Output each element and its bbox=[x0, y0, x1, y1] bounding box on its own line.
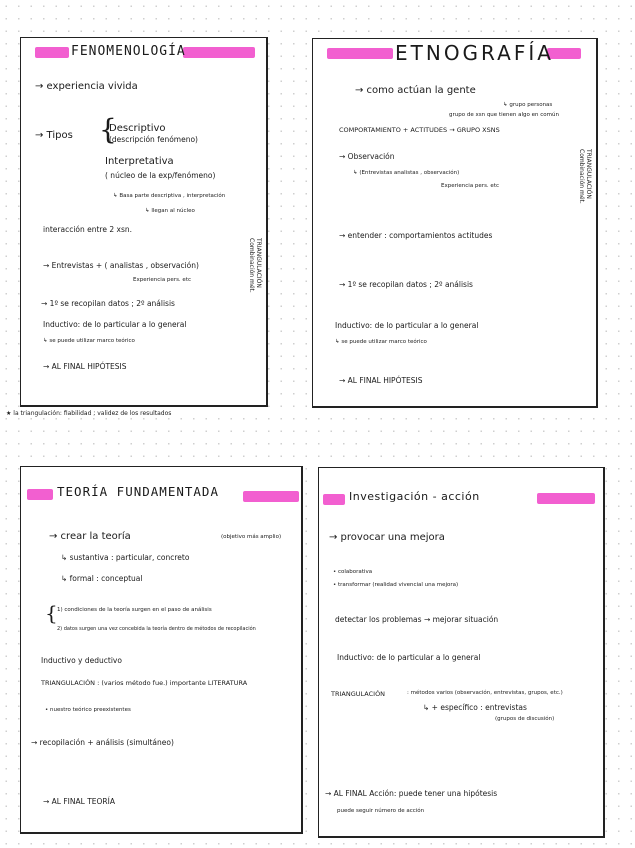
formal-line: ↳ formal : conceptual bbox=[61, 574, 143, 583]
triangulacion-side-note: TRIANGULACIÓN Combinación mét. bbox=[248, 238, 262, 293]
colaborativa-item: • colaborativa bbox=[333, 569, 373, 575]
entender-line: → entender : comportamientos actitudes bbox=[339, 231, 493, 240]
card-title: ETNOGRAFÍA bbox=[395, 41, 554, 65]
teorico-line: ↳ se puede utilizar marco teórico bbox=[43, 338, 135, 344]
footnote: ★ la triangulación: fiabilidad ; validez de los resultados bbox=[6, 410, 172, 417]
recopilacion-line: → recopilación + análisis (simultáneo) bbox=[31, 738, 174, 747]
interaccion-line: interacción entre 2 xsn. bbox=[43, 225, 132, 234]
condiciones-brace: { bbox=[45, 601, 58, 625]
inductivo-line: Inductivo: de lo particular a lo general bbox=[43, 320, 187, 329]
grupo-algo-note: grupo de xsn que tienen algo en común bbox=[449, 112, 559, 118]
al-final-line: → AL FINAL HIPÓTESIS bbox=[43, 362, 127, 371]
title-highlight-left bbox=[35, 47, 69, 58]
title-highlight-left bbox=[27, 489, 53, 500]
comportamiento-line: COMPORTAMIENTO + ACTITUDES → GRUPO XSNS bbox=[339, 126, 500, 134]
title-highlight-right bbox=[537, 493, 595, 504]
especifico-line: ↳ + específico : entrevistas bbox=[423, 703, 527, 712]
transformar-item: • transformar (realidad vivencial una mejora) bbox=[333, 582, 459, 588]
card-investigacion-accion bbox=[318, 467, 605, 838]
experiencia-line: → experiencia vivida bbox=[35, 81, 138, 92]
triangulacion-side-note: TRIANGULACIÓN Combinación mét. bbox=[578, 149, 592, 204]
nucleo-note: ( núcleo de la exp/fenómeno) bbox=[105, 171, 216, 180]
sustantiva-line: ↳ sustantiva : particular, concreto bbox=[61, 553, 190, 562]
interpretativa-label: Interpretativa bbox=[105, 156, 174, 167]
experiencia-pers-note: Experiencia pers. etc bbox=[441, 183, 499, 189]
tipos-brace: { bbox=[99, 113, 117, 146]
como-actuan-line: → como actúan la gente bbox=[355, 85, 476, 96]
card-title: Investigación - acción bbox=[349, 490, 480, 503]
inductivo-line: Inductivo: de lo particular a lo general bbox=[335, 321, 479, 330]
triangulacion-label: TRIANGULACIÓN bbox=[331, 690, 386, 698]
al-final-line: → AL FINAL HIPÓTESIS bbox=[339, 376, 423, 385]
al-final-line: → AL FINAL TEORÍA bbox=[43, 797, 115, 806]
llegan-note: ↳ llegan al núcleo bbox=[145, 208, 195, 214]
title-highlight-right bbox=[243, 491, 299, 502]
inductivo-line: Inductivo y deductivo bbox=[41, 656, 122, 665]
detectar-line: detectar los problemas → mejorar situación bbox=[335, 615, 499, 624]
title-highlight-right bbox=[183, 47, 255, 58]
card-title: FENOMENOLOGÍA bbox=[71, 44, 186, 59]
experiencia-pers-note: Experiencia pers. etc bbox=[133, 277, 191, 283]
condiciones-1: 1) condiciones de la teoría surgen en el paso de análisis bbox=[57, 607, 212, 613]
entrevistas-line: ↳ (Entrevistas analistas , observación) bbox=[353, 170, 460, 176]
card-teoria-fundamentada bbox=[20, 466, 303, 834]
descripcion-note: (descripción fenómeno) bbox=[109, 135, 198, 144]
grupo-personas-note: ↳ grupo personas bbox=[503, 102, 553, 108]
card-title: TEORÍA FUNDAMENTADA bbox=[57, 484, 219, 499]
basa-note: ↳ Basa parte descriptiva , interpretación bbox=[113, 193, 226, 199]
title-highlight-left bbox=[323, 494, 345, 505]
recopilan-line: → 1º se recopilan datos ; 2º análisis bbox=[339, 280, 473, 289]
provocar-line: → provocar una mejora bbox=[329, 532, 445, 543]
card-etnografia bbox=[312, 38, 598, 408]
objetivo-note: (objetivo más amplio) bbox=[221, 534, 282, 540]
recopilan-line: → 1º se recopilan datos ; 2º análisis bbox=[41, 299, 175, 308]
metodos-line: : métodos varios (observación, entrevistas, grupos, etc.) bbox=[407, 690, 563, 696]
tipos-label: → Tipos bbox=[35, 130, 73, 141]
entrevistas-line: → Entrevistas + ( analistas , observación) bbox=[43, 261, 199, 270]
al-final-line-2: puede seguir número de acción bbox=[337, 808, 425, 814]
crear-teoria-line: → crear la teoría bbox=[49, 531, 131, 542]
marcos-line: • nuestro teórico preexistentes bbox=[45, 707, 131, 713]
grupos-note: (grupos de discusión) bbox=[495, 716, 555, 722]
triangulacion-line: TRIANGULACIÓN : (varios método fue.) importante LITERATURA bbox=[41, 679, 248, 687]
teorico-line: ↳ se puede utilizar marco teórico bbox=[335, 339, 427, 345]
al-final-line: → AL FINAL Acción: puede tener una hipótesis bbox=[325, 789, 498, 798]
title-highlight-left bbox=[327, 48, 393, 59]
condiciones-2: 2) datos surgen una vez concebida la teoría dentro de métodos de recopilación bbox=[57, 626, 256, 632]
card-fenomenologia bbox=[20, 37, 268, 407]
observacion-line: → Observación bbox=[339, 152, 395, 161]
inductivo-line: Inductivo: de lo particular a lo general bbox=[337, 653, 481, 662]
descriptivo-label: Descriptivo bbox=[109, 123, 166, 134]
